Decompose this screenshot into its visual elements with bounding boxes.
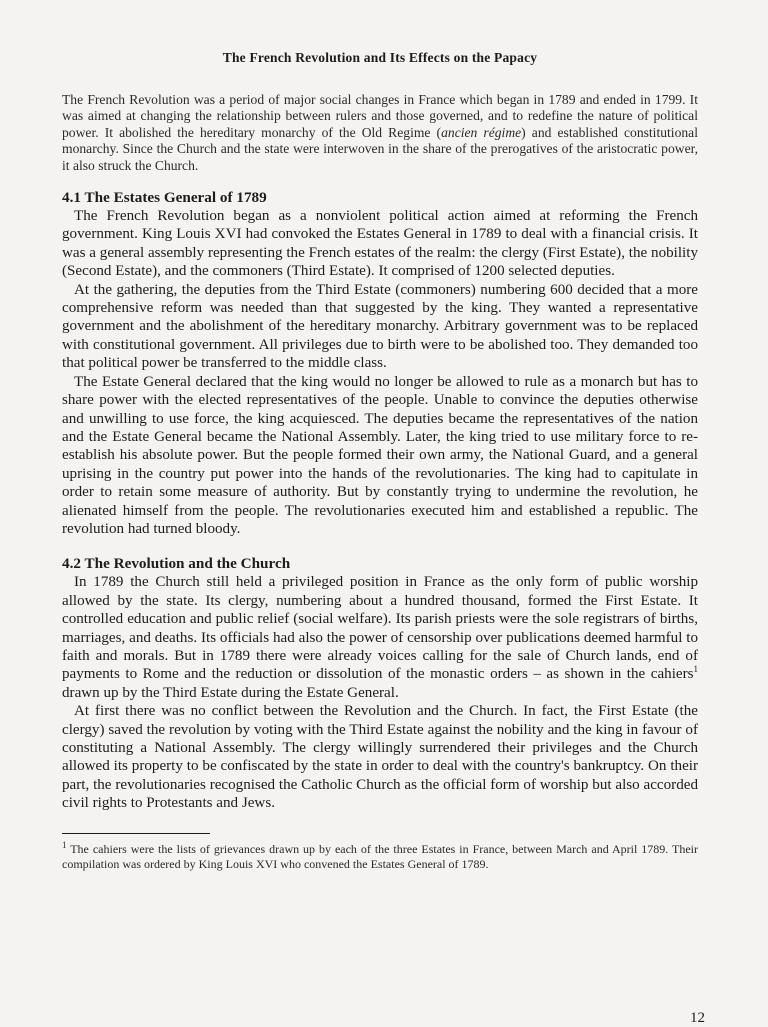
intro-text-end: ) and established constitutional monarchy. Since the Church and the state were interwoven in the share of the prerogatives of the aristocratic power, it also struck the Church.: [62, 124, 698, 173]
paragraph-text-end: drawn up by the Third Estate during the Estate General.: [62, 684, 399, 701]
page-number: 12: [690, 1010, 705, 1026]
paragraph: The French Revolution began as a nonviolent political action aimed at reforming the French government. King Louis XVI had convoked the Estates General in 1789 to deal with a financial crisis. It was a general assembly representing the French estates of the realm: the clergy (First Estate), the nobility (Second Estate), and the commoners (Third Estate). It comprised of 1200 selected deputies.: [62, 208, 698, 280]
intro-italic-term: ancien régime: [441, 124, 522, 140]
footnote-reference: 1: [693, 664, 698, 675]
intro-text-start: The French Revolution was a period of major social changes in France which began in 1789 and ended in 1799. It was aimed at changing the relationship between rulers and those governed, and to redefine the nature of political power. It abolished the hereditary monarchy of the Old Regime (: [62, 92, 698, 140]
footnote-text: The cahiers were the lists of grievances drawn up by each of the three Estates in France, between March and April 1789. Their compilation was ordered by King Louis XVI who convened the Estates General of 1789.: [62, 841, 698, 872]
section-estates-general: [62, 188, 698, 538]
paragraph: [62, 573, 698, 702]
footnote: [62, 839, 698, 873]
document-page: [62, 50, 698, 873]
section-revolution-church: [62, 554, 698, 812]
paragraph-text-start: In 1789 the Church still held a privileged position in France as the only form of public worship allowed by the state. Its clergy, numbering about a hundred thousand, formed the First Estate. It controlled education and public relief (social welfare). Its parish priests were the sole registrars of births, marriages, and deaths. Its officials had also the power of censorship over publications deemed harmful to faith and morals. But in 1789 there were already voices calling for the sale of Church lands, end of payments to Rome and the reduction or dissolution of the monastic orders – as shown in the cahiers: [62, 574, 698, 683]
section-heading: 4.1 The Estates General of 1789: [62, 189, 267, 207]
page-title: The French Revolution and Its Effects on the Papacy: [222, 50, 538, 65]
paragraph: The Estate General declared that the king would no longer be allowed to rule as a monarch but has to share power with the elected representatives of the people. Unable to convince the deputies otherwise and unwilling to use force, the king acquiesced. The deputies became the representatives of the nation and the Estate General became the National Assembly. Later, the king tried to use military force to re-establish his absolute power. But the people formed their own army, the National Guard, and a general uprising in the country put power into the hands of the revolutionaries. The king had to capitulate in order to retain some measure of authority. But by constantly trying to undermine the revolution, he alienated himself from the people. The revolutionaries executed him and established a republic. The revolution had turned bloody.: [62, 373, 698, 537]
footnote-divider: [62, 833, 210, 834]
footnote-marker: 1: [62, 839, 67, 850]
paragraph: At first there was no conflict between the Revolution and the Church. In fact, the First Estate (the clergy) saved the revolution by voting with the Third Estate against the nobility and the king in favour of constituting a National Assembly. The clergy willingly surrendered their privileges and the Church allowed its property to be confiscated by the state in order to deal with the country's bankruptcy. On their part, the revolutionaries recognised the Catholic Church as the official form of worship but also accorded civil rights to Protestants and Jews.: [62, 703, 698, 812]
intro-paragraph: [62, 92, 698, 174]
paragraph: At the gathering, the deputies from the Third Estate (commoners) numbering 600 decided that a more comprehensive reform was needed than that suggested by the king. They wanted a representative government and the abolishment of the hereditary monarchy. Arbitrary government was to be replaced with constitutional government. All privileges due to birth were to be abolished too. They demanded too that political power be transferred to the middle class.: [62, 281, 698, 372]
section-heading: 4.2 The Revolution and the Church: [62, 555, 291, 573]
